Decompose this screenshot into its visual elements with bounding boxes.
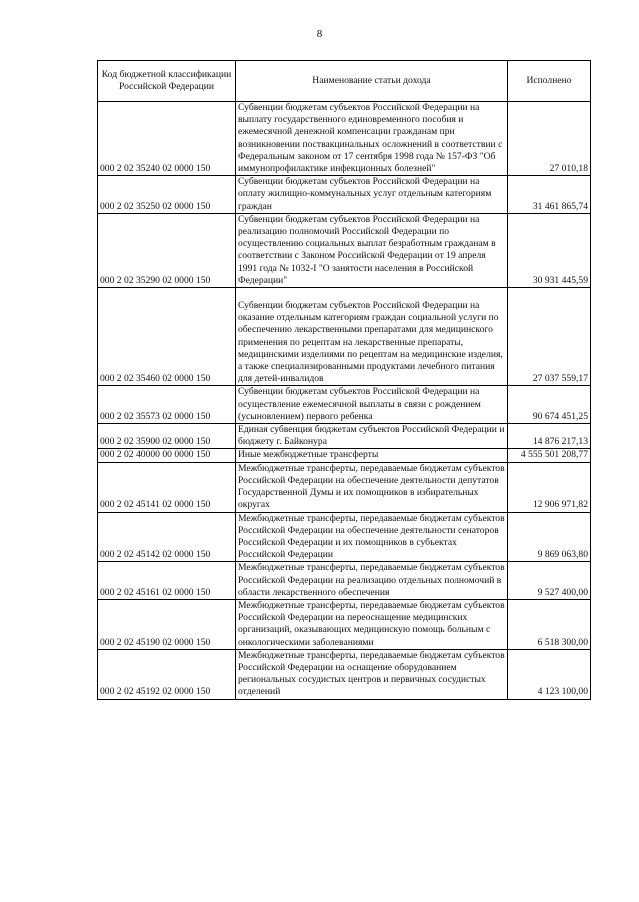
- header-code: Код бюджетной классификации Российской Федерации: [98, 61, 236, 102]
- executed-amount: 4 555 501 208,77: [508, 449, 591, 462]
- table-header-row: [98, 61, 591, 102]
- executed-amount: 4 123 100,00: [508, 649, 591, 699]
- revenue-item-name: Межбюджетные трансферты, передаваемые бюджетам субъектов Российской Федерации на обеспечение деятельности сенаторов Российской Федерации и их помощников в субъектах Российской Федерации: [236, 512, 508, 562]
- executed-amount: 14 876 217,13: [508, 424, 591, 449]
- executed-amount: 9 527 400,00: [508, 562, 591, 600]
- header-amount: Исполнено: [508, 61, 591, 102]
- table-row: [98, 288, 591, 386]
- revenue-item-name: Субвенции бюджетам субъектов Российской Федерации на оплату жилищно-коммунальных услуг отдельным категориям граждан: [236, 176, 508, 214]
- budget-code: 000 2 02 35573 02 0000 150: [98, 386, 236, 424]
- table-row: [98, 176, 591, 214]
- revenue-item-name: Субвенции бюджетам субъектов Российской Федерации на реализацию полномочий Российской Федерации по осуществлению социальных выплат безработным гражданам в соответствии с Законом Российской Федерации от 19 апреля 1991 года № 1032-I "О занятости населения в Российской Федерации": [236, 213, 508, 287]
- revenue-item-name: Субвенции бюджетам субъектов Российской Федерации на выплату государственного единовременного пособия и ежемесячной денежной компенсации гражданам при возникновении поствакцинальных осложнений в соответствии с Федеральным законом от 17 сентября 1998 года № 157-ФЗ "Об иммунопрофилактике инфекционных болезней": [236, 102, 508, 176]
- revenue-table: [97, 60, 591, 700]
- executed-amount: 9 869 063,80: [508, 512, 591, 562]
- budget-code: 000 2 02 35900 02 0000 150: [98, 424, 236, 449]
- executed-amount: 27 037 559,17: [508, 288, 591, 386]
- budget-code: 000 2 02 35460 02 0000 150: [98, 288, 236, 386]
- budget-code: 000 2 02 40000 00 0000 150: [98, 449, 236, 462]
- revenue-item-name: Единая субвенция бюджетам субъектов Российской Федерации и бюджету г. Байконура: [236, 424, 508, 449]
- executed-amount: 90 674 451,25: [508, 386, 591, 424]
- revenue-item-name: Субвенции бюджетам субъектов Российской Федерации на оказание отдельным категориям граждан социальной услуги по обеспечению лекарственными препаратами для медицинского применения по рецептам на лекарственные препараты, медицинскими изделиями по рецептам на медицинские изделия, а также специализированными продуктами лечебного питания для детей-инвалидов: [236, 288, 508, 386]
- page-number: 8: [316, 28, 323, 40]
- executed-amount: 30 931 445,59: [508, 213, 591, 287]
- table-row: [98, 424, 591, 449]
- revenue-item-name: Иные межбюджетные трансферты: [236, 449, 508, 462]
- revenue-item-name: Межбюджетные трансферты, передаваемые бюджетам субъектов Российской Федерации на переоснащение медицинских организаций, оказывающих медицинскую помощь больным с онкологическими заболеваниями: [236, 599, 508, 649]
- executed-amount: 31 461 865,74: [508, 176, 591, 214]
- table-row: [98, 599, 591, 649]
- budget-code: 000 2 02 45161 02 0000 150: [98, 562, 236, 600]
- budget-code: 000 2 02 35250 02 0000 150: [98, 176, 236, 214]
- table-row: [98, 649, 591, 699]
- table-row: [98, 213, 591, 287]
- revenue-item-name: Межбюджетные трансферты, передаваемые бюджетам субъектов Российской Федерации на оснащение оборудованием региональных сосудистых центров и первичных сосудистых отделений: [236, 649, 508, 699]
- budget-code: 000 2 02 35290 02 0000 150: [98, 213, 236, 287]
- table-row: [98, 102, 591, 176]
- budget-code: 000 2 02 45192 02 0000 150: [98, 649, 236, 699]
- table-row: [98, 512, 591, 562]
- executed-amount: 27 010,18: [508, 102, 591, 176]
- executed-amount: 6 518 300,00: [508, 599, 591, 649]
- budget-code: 000 2 02 45190 02 0000 150: [98, 599, 236, 649]
- budget-code: 000 2 02 45142 02 0000 150: [98, 512, 236, 562]
- table-row: [98, 462, 591, 512]
- table-row: [98, 562, 591, 600]
- revenue-item-name: Межбюджетные трансферты, передаваемые бюджетам субъектов Российской Федерации на обеспечение деятельности депутатов Государственной Думы и их помощников в избирательных округах: [236, 462, 508, 512]
- revenue-item-name: Субвенции бюджетам субъектов Российской Федерации на осуществление ежемесячной выплаты в связи с рождением (усыновлением) первого ребенка: [236, 386, 508, 424]
- table-row: [98, 386, 591, 424]
- header-name: Наименование статьи дохода: [236, 61, 508, 102]
- budget-code: 000 2 02 35240 02 0000 150: [98, 102, 236, 176]
- budget-code: 000 2 02 45141 02 0000 150: [98, 462, 236, 512]
- table-row: [98, 449, 591, 462]
- revenue-item-name: Межбюджетные трансферты, передаваемые бюджетам субъектов Российской Федерации на реализацию отдельных полномочий в области лекарственного обеспечения: [236, 562, 508, 600]
- executed-amount: 12 906 971,82: [508, 462, 591, 512]
